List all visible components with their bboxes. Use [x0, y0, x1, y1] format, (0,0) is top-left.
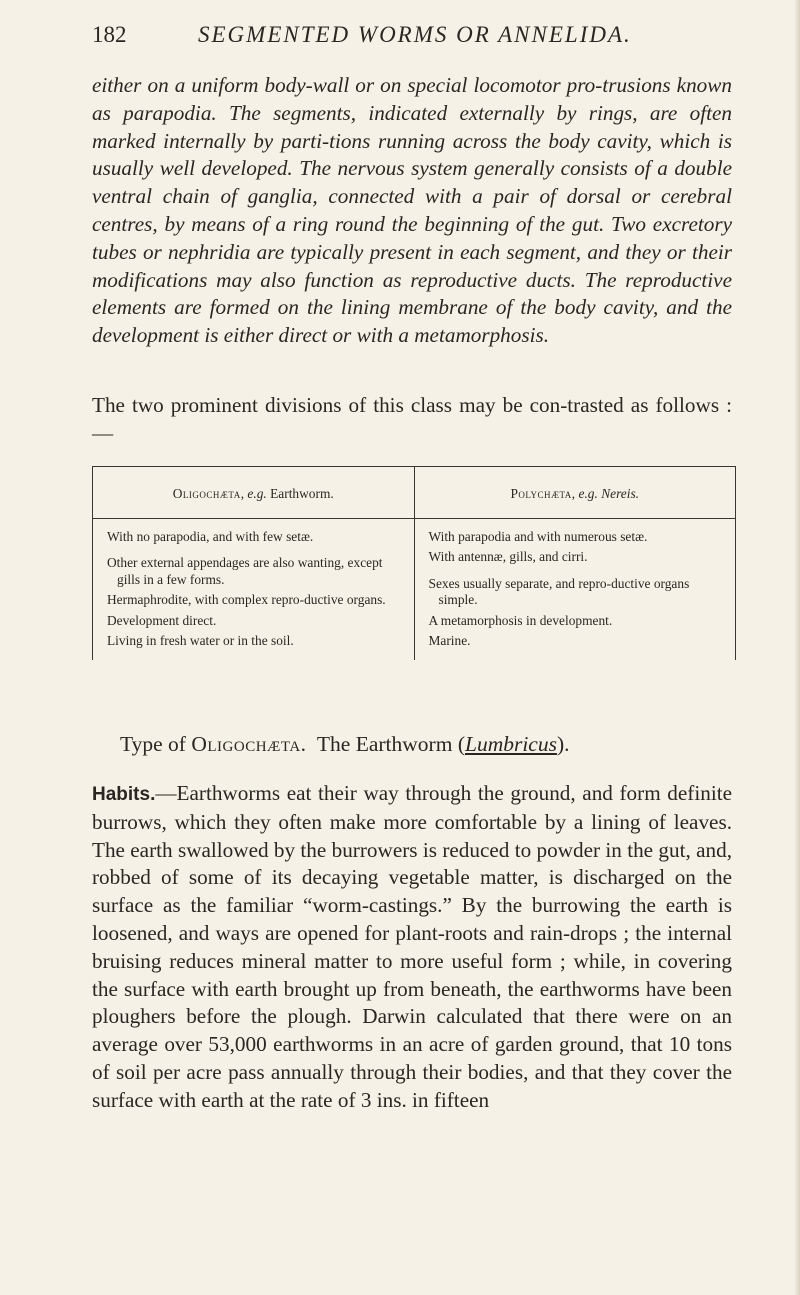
page-number: 182	[92, 22, 127, 47]
table-header-row	[93, 467, 736, 519]
table-body-row	[93, 518, 736, 660]
habits-paragraph	[92, 780, 732, 1115]
heading-group: Oligochæta.	[191, 732, 307, 756]
intro-paragraph-italic: either on a uniform body-wall or on special locomotor pro-trusions known as parapodia. The segments, indicated externally by rings, are often marked internally by parti-tions running across the body cavity, which is usually well developed. The nervous system generally consists of a double ventral chain of ganglia, connected with a pair of dorsal or cerebral centres, by means of a ring round the beginning of the gut. Two excretory tubes or nephridia are typically present in each segment, and they or their modifications may also function as reproductive ducts. The reproductive elements are formed on the lining membrane of the body cavity, and the development is either direct or with a metamorphosis.	[92, 73, 732, 348]
habits-text: —Earthworms eat their way through the ground, and form definite burrows, which they often make more comfortable by a lining of leaves. The earth swallowed by the burrowers is reduced to powder in the gut, and, robbed of some of its decaying vegetable matter, is discharged on the surface as the familiar “worm-castings.” By the burrowing the earth is loosened, and ways are opened for plant-roots and rain-drops ; the internal bruising reduces mineral matter to more useful form ; while, in covering the surface with earth brought up from beneath, the earthworms have been ploughers before the plough. Darwin calculated that there were on an average over 53,000 earthworms in an acre of garden ground, that 10 tons of soil per acre pass annually through their bodies, and that they cover the surface with earth at the rate of 3 ins. in fifteen	[92, 781, 732, 1112]
header-oligochaeta-name: Oligochæta	[172, 486, 241, 501]
table-cell: Development direct.	[107, 612, 217, 628]
header-oligochaeta-example: Earthworm.	[270, 486, 334, 501]
table-cell: A metamorphosis in development.	[428, 612, 613, 628]
heading-genus: Lumbricus	[464, 732, 557, 756]
table-cell: Marine.	[428, 633, 471, 648]
polychaeta-traits	[414, 518, 736, 660]
oligochaeta-traits	[93, 518, 415, 660]
section-heading	[120, 732, 740, 757]
running-title: SEGMENTED WORMS OR ANNELIDA.	[198, 22, 632, 47]
header-oligochaeta: Oligochæta, e.g. Earthworm.	[93, 467, 415, 519]
table-cell: Hermaphrodite, with complex repro-ductive organs.	[107, 592, 386, 607]
intro-paragraph-plain: The two prominent divisions of this class may be con-trasted as follows :—	[92, 393, 732, 445]
header-polychaeta-eg: e.g.	[578, 486, 598, 501]
table-cell: Living in fresh water or in the soil.	[107, 633, 294, 648]
table-cell: With antennæ, gills, and cirri.	[428, 549, 588, 564]
table-cell: Sexes usually separate, and repro-ductive organs simple.	[428, 575, 690, 607]
table-cell: Other external appendages are also wanting, except gills in a few forms.	[107, 555, 383, 587]
table-cell: With no parapodia, and with few setæ.	[107, 528, 314, 544]
heading-suffix: ).	[556, 732, 570, 756]
heading-prefix: Type of	[120, 732, 186, 756]
header-polychaeta: Polychæta, e.g. Nereis.	[414, 467, 736, 519]
header-polychaeta-example: Nereis.	[601, 486, 640, 501]
page-header	[92, 18, 732, 58]
header-polychaeta-name: Polychæta	[510, 486, 572, 501]
page-edge	[794, 0, 800, 1295]
heading-middle: The Earthworm (	[316, 732, 465, 756]
comparison-table	[92, 466, 736, 660]
table-cell: With parapodia and with numerous setæ.	[428, 528, 648, 544]
header-oligochaeta-eg: e.g.	[247, 486, 267, 501]
habits-lead: Habits.	[92, 784, 156, 805]
